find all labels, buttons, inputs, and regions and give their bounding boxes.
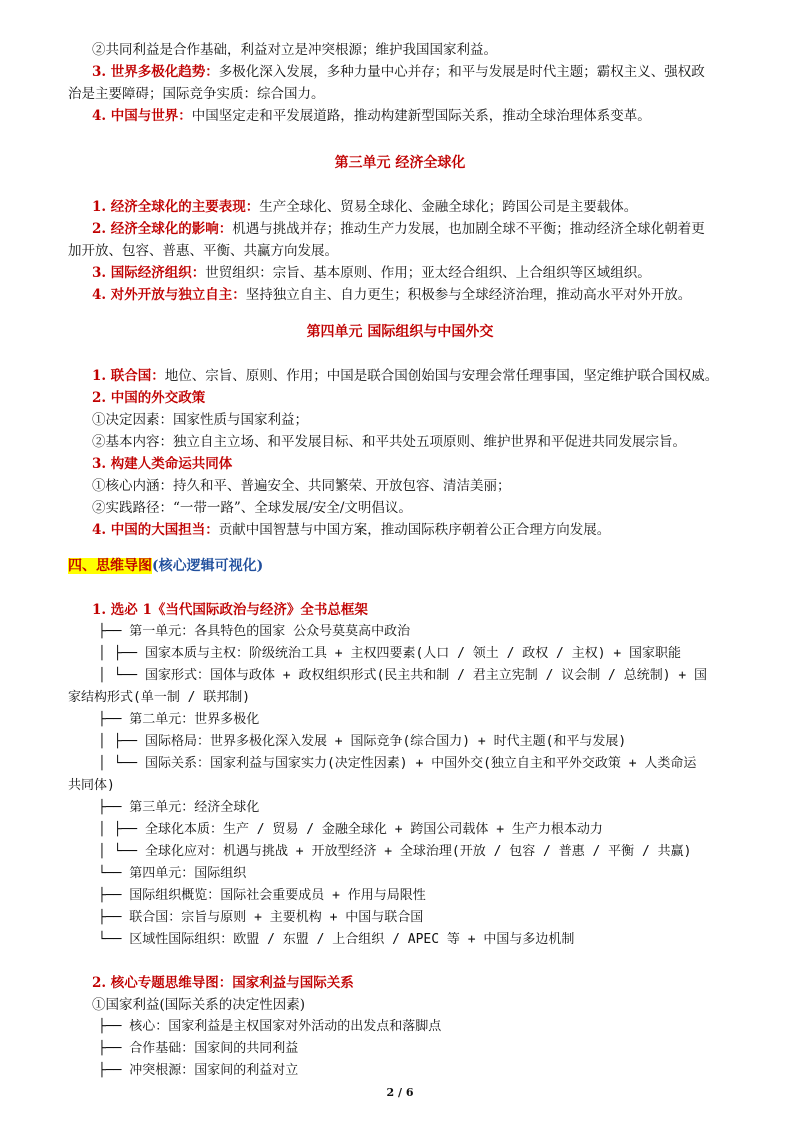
unit4-item2-a: ①决定因素：国家性质与国家利益； — [92, 412, 308, 428]
tree-line: └── 第四单元：国际组织 — [98, 866, 247, 881]
unit4-item4: 4. 中国的大国担当：贡献中国智慧与中国方案，推动国际秩序朝着公正合理方向发展。 — [92, 522, 611, 538]
tree-line: ├── 第二单元：世界多极化 — [98, 712, 260, 727]
unit3-item3: 3. 国际经济组织：世贸组织：宗旨、基本原则、作用；亚太经合组织、上合组织等区域组织。 — [92, 265, 651, 281]
tree-line: └── 区域性国际组织：欧盟 / 东盟 / 上合组织 / APEC 等 + 中国与多边机制 — [98, 932, 575, 947]
unit2-item3-cont: 治是主要障碍；国际竞争实质：综合国力。 — [68, 86, 325, 102]
tree-line: │ ├── 国家本质与主权：阶级统治工具 + 主权四要素(人口 / 领土 / 政权 / 主权) + 国家职能 — [98, 646, 682, 661]
unit4-heading: 第四单元 国际组织与中国外交 — [306, 324, 494, 340]
unit3-heading: 第三单元 经济全球化 — [334, 155, 466, 171]
tree-line: ├── 第一单元：各具特色的国家 公众号莫莫高中政治 — [98, 624, 411, 639]
section-heading: 四、思维导图(核心逻辑可视化) — [68, 558, 264, 574]
unit3-item2: 2. 经济全球化的影响：机遇与挑战并存；推动生产力发展，也加剧全球不平衡；推动经济全球化朝着更 — [92, 221, 705, 237]
tree-line: 共同体) — [68, 778, 115, 793]
tree-line: 家结构形式(单一制 / 联邦制) — [68, 690, 251, 705]
unit4-item2-b: ②基本内容：独立自主立场、和平发展目标、和平共处五项原则、维护世界和平促进共同发展宗旨。 — [92, 434, 686, 450]
tree-line: │ ├── 国际格局：世界多极化深入发展 + 国际竞争(综合国力) + 时代主题(和平与发展) — [98, 734, 627, 749]
unit2-item4: 4. 中国与世界：中国坚定走和平发展道路，推动构建新型国际关系，推动全球治理体系变革。 — [92, 108, 651, 124]
tree-line: ①国家利益(国际关系的决定性因素) — [92, 997, 306, 1013]
tree-line: ├── 国际组织概览：国际社会重要成员 + 作用与局限性 — [98, 888, 426, 903]
tree-line: │ └── 国际关系：国家利益与国家实力(决定性因素) + 中国外交(独立自主和平外交政策 + 人类命运 — [98, 756, 697, 771]
tree-line: ├── 核心：国家利益是主权国家对外活动的出发点和落脚点 — [98, 1019, 442, 1034]
tree-line: ├── 冲突根源：国家间的利益对立 — [98, 1063, 299, 1078]
tree-line: │ ├── 全球化本质：生产 / 贸易 / 金融全球化 + 跨国公司载体 + 生产力根本动力 — [98, 822, 603, 837]
mindmap1-title: 1. 选必 1《当代国际政治与经济》全书总框架 — [92, 602, 368, 618]
tree-line: ├── 第三单元：经济全球化 — [98, 800, 260, 815]
tree-line: ├── 合作基础：国家间的共同利益 — [98, 1041, 299, 1056]
unit3-item4: 4. 对外开放与独立自主：坚持独立自主、自力更生；积极参与全球经济治理，推动高水平对外开放。 — [92, 287, 692, 303]
unit2-item2: ②共同利益是合作基础，利益对立是冲突根源；维护我国国家利益。 — [92, 42, 497, 58]
unit4-item1: 1. 联合国：地位、宗旨、原则、作用；中国是联合国创始国与安理会常任理事国，坚定维护联合国权威。 — [92, 368, 719, 384]
tree-line: │ └── 国家形式：国体与政体 + 政权组织形式(民主共和制 / 君主立宪制 / 议会制 / 总统制) + 国 — [98, 668, 708, 683]
unit2-item3: 3. 世界多极化趋势：多极化深入发展，多种力量中心并存；和平与发展是时代主题；霸权主义、强权政 — [92, 64, 705, 80]
unit4-item3-a: ①核心内涵：持久和平、普遍安全、共同繁荣、开放包容、清洁美丽； — [92, 478, 511, 494]
unit3-item2-cont: 加开放、包容、普惠、平衡、共赢方向发展。 — [68, 243, 338, 259]
unit4-item2-label: 2. 中国的外交政策 — [92, 390, 206, 406]
unit4-item3-b: ②实践路径：“一带一路”、全球发展/安全/文明倡议。 — [92, 500, 412, 516]
page-number: 2 / 6 — [386, 1086, 414, 1099]
tree-line: ├── 联合国：宗旨与原则 + 主要机构 + 中国与联合国 — [98, 910, 424, 925]
tree-line: │ └── 全球化应对：机遇与挑战 + 开放型经济 + 全球治理(开放 / 包容 / 普惠 / 平衡 / 共赢) — [98, 844, 692, 859]
unit3-item1: 1. 经济全球化的主要表现：生产全球化、贸易全球化、金融全球化；跨国公司是主要载体。 — [92, 199, 638, 215]
mindmap2-title: 2. 核心专题思维导图：国家利益与国际关系 — [92, 975, 354, 991]
unit4-item3-label: 3. 构建人类命运共同体 — [92, 456, 233, 472]
